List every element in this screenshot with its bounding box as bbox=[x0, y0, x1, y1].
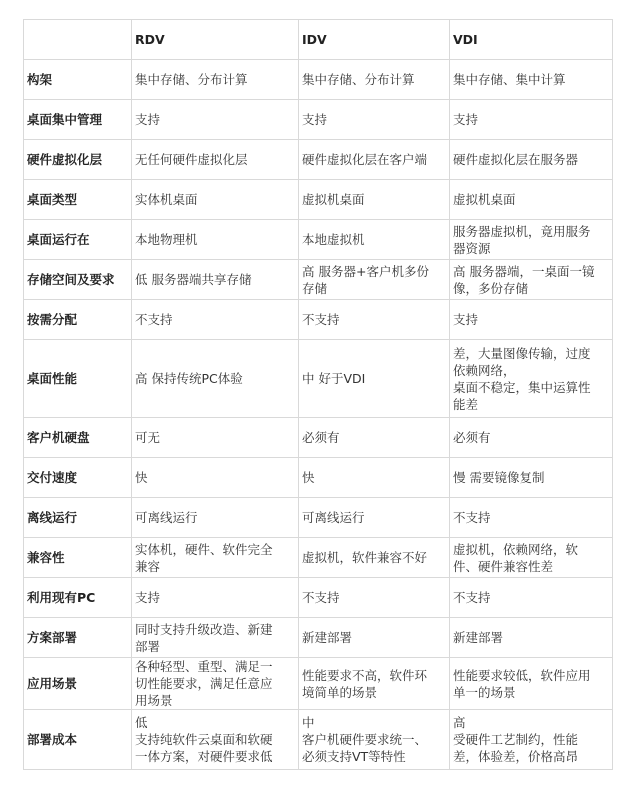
row-label-cell bbox=[24, 578, 132, 618]
cell-text: 虚拟机桌面 bbox=[453, 192, 516, 207]
table-row bbox=[24, 710, 613, 770]
vdi-cell bbox=[450, 220, 613, 260]
table-row bbox=[24, 60, 613, 100]
table-row bbox=[24, 578, 613, 618]
cell-text: 支持 bbox=[453, 112, 479, 127]
idv-cell bbox=[299, 538, 450, 578]
idv-cell bbox=[299, 658, 450, 710]
rdv-cell bbox=[132, 60, 299, 100]
row-label-cell bbox=[24, 180, 132, 220]
row-label-text: 桌面运行在 bbox=[27, 232, 90, 247]
cell-text: 高 保持传统PC体验 bbox=[135, 371, 243, 386]
rdv-cell bbox=[132, 180, 299, 220]
cell-text: 高 受硬件工艺制约，性能 差，体验差，价格高昂 bbox=[453, 715, 579, 764]
comparison-table bbox=[23, 19, 613, 770]
cell-text: 快 bbox=[135, 470, 148, 485]
cell-text: 快 bbox=[302, 470, 315, 485]
header-vdi: VDI bbox=[450, 20, 613, 60]
rdv-cell bbox=[132, 220, 299, 260]
idv-cell bbox=[299, 498, 450, 538]
table-row bbox=[24, 300, 613, 340]
row-label-text: 方案部署 bbox=[27, 630, 78, 645]
rdv-cell bbox=[132, 140, 299, 180]
cell-text: 必须有 bbox=[453, 430, 491, 445]
table-row bbox=[24, 618, 613, 658]
row-label-text: 客户机硬盘 bbox=[27, 430, 90, 445]
row-label-text: 离线运行 bbox=[27, 510, 78, 525]
cell-text: 同时支持升级改造、新建 部署 bbox=[135, 621, 273, 654]
table-row bbox=[24, 100, 613, 140]
table-row bbox=[24, 658, 613, 710]
cell-text: 新建部署 bbox=[302, 630, 353, 645]
cell-text: 低 支持纯软件云桌面和软硬 一体方案，对硬件要求低 bbox=[135, 715, 273, 764]
cell-text: 虚拟机，依赖网络，软 件、硬件兼容性差 bbox=[453, 541, 579, 574]
cell-text: 可无 bbox=[135, 430, 161, 445]
cell-text: 性能要求不高，软件环 境简单的场景 bbox=[302, 667, 428, 700]
row-label-text: 桌面性能 bbox=[27, 371, 78, 386]
idv-cell bbox=[299, 300, 450, 340]
row-label-text: 硬件虚拟化层 bbox=[27, 152, 103, 167]
vdi-cell bbox=[450, 418, 613, 458]
row-label-cell bbox=[24, 458, 132, 498]
rdv-cell bbox=[132, 300, 299, 340]
header-row bbox=[24, 20, 613, 60]
vdi-cell bbox=[450, 710, 613, 770]
rdv-cell bbox=[132, 538, 299, 578]
cell-text: 集中存储、集中计算 bbox=[453, 72, 566, 87]
vdi-cell bbox=[450, 618, 613, 658]
cell-text: 集中存储、分布计算 bbox=[135, 72, 248, 87]
row-label-cell bbox=[24, 418, 132, 458]
cell-text: 本地物理机 bbox=[135, 232, 198, 247]
row-label-text: 部署成本 bbox=[27, 732, 78, 747]
row-label-cell bbox=[24, 140, 132, 180]
cell-text: 中 客户机硬件要求统一、 必须支持VT等特性 bbox=[302, 715, 428, 764]
vdi-cell bbox=[450, 180, 613, 220]
table-row bbox=[24, 340, 613, 418]
cell-text: 各种轻型、重型、满足一 切性能要求，满足任意应 用场景 bbox=[135, 659, 273, 708]
cell-text: 不支持 bbox=[453, 510, 491, 525]
row-label-cell bbox=[24, 340, 132, 418]
rdv-cell bbox=[132, 260, 299, 300]
table-row bbox=[24, 260, 613, 300]
table-row bbox=[24, 180, 613, 220]
header-empty-cell bbox=[24, 20, 132, 60]
vdi-cell bbox=[450, 340, 613, 418]
table-row bbox=[24, 220, 613, 260]
cell-text: 差，大量图像传输，过度 依赖网络， 桌面不稳定，集中运算性 能差 bbox=[453, 345, 591, 412]
cell-text: 慢 需要镜像复制 bbox=[453, 470, 545, 485]
row-label-cell bbox=[24, 100, 132, 140]
vdi-cell bbox=[450, 498, 613, 538]
table-row bbox=[24, 140, 613, 180]
row-label-cell bbox=[24, 260, 132, 300]
cell-text: 集中存储、分布计算 bbox=[302, 72, 415, 87]
idv-cell bbox=[299, 260, 450, 300]
cell-text: 不支持 bbox=[135, 312, 173, 327]
cell-text: 支持 bbox=[135, 112, 161, 127]
rdv-cell bbox=[132, 100, 299, 140]
row-label-text: 按需分配 bbox=[27, 312, 78, 327]
idv-cell bbox=[299, 710, 450, 770]
idv-cell bbox=[299, 618, 450, 658]
row-label-text: 桌面集中管理 bbox=[27, 112, 103, 127]
cell-text: 服务器虚拟机，竟用服务 器资源 bbox=[453, 223, 591, 256]
row-label-text: 桌面类型 bbox=[27, 192, 78, 207]
idv-cell bbox=[299, 220, 450, 260]
cell-text: 实体机桌面 bbox=[135, 192, 198, 207]
table-row bbox=[24, 538, 613, 578]
rdv-cell bbox=[132, 418, 299, 458]
cell-text: 新建部署 bbox=[453, 630, 504, 645]
row-label-cell bbox=[24, 498, 132, 538]
cell-text: 高 服务器+客户机多份 存储 bbox=[302, 263, 429, 296]
idv-cell bbox=[299, 60, 450, 100]
idv-cell bbox=[299, 100, 450, 140]
table-row bbox=[24, 458, 613, 498]
row-label-cell bbox=[24, 618, 132, 658]
cell-text: 可离线运行 bbox=[135, 510, 198, 525]
cell-text: 中 好于VDI bbox=[302, 371, 366, 386]
cell-text: 性能要求较低，软件应用 单一的场景 bbox=[453, 667, 591, 700]
idv-cell bbox=[299, 458, 450, 498]
vdi-cell bbox=[450, 100, 613, 140]
vdi-cell bbox=[450, 300, 613, 340]
cell-text: 不支持 bbox=[302, 312, 340, 327]
rdv-cell bbox=[132, 458, 299, 498]
row-label-cell bbox=[24, 710, 132, 770]
rdv-cell bbox=[132, 340, 299, 418]
cell-text: 本地虚拟机 bbox=[302, 232, 365, 247]
rdv-cell bbox=[132, 498, 299, 538]
vdi-cell bbox=[450, 458, 613, 498]
cell-text: 不支持 bbox=[302, 590, 340, 605]
cell-text: 支持 bbox=[302, 112, 328, 127]
idv-cell bbox=[299, 418, 450, 458]
idv-cell bbox=[299, 578, 450, 618]
row-label-cell bbox=[24, 658, 132, 710]
cell-text: 虚拟机桌面 bbox=[302, 192, 365, 207]
row-label-cell bbox=[24, 538, 132, 578]
row-label-text: 利用现有PC bbox=[27, 590, 96, 605]
row-label-text: 存储空间及要求 bbox=[27, 272, 115, 287]
idv-cell bbox=[299, 340, 450, 418]
cell-text: 硬件虚拟化层在服务器 bbox=[453, 152, 579, 167]
rdv-cell bbox=[132, 658, 299, 710]
cell-text: 支持 bbox=[135, 590, 161, 605]
table-row bbox=[24, 418, 613, 458]
header-rdv: RDV bbox=[132, 20, 299, 60]
cell-text: 必须有 bbox=[302, 430, 340, 445]
rdv-cell bbox=[132, 710, 299, 770]
vdi-cell bbox=[450, 578, 613, 618]
row-label-cell bbox=[24, 300, 132, 340]
cell-text: 高 服务器端，一桌面一镜 像，多份存储 bbox=[453, 263, 595, 296]
idv-cell bbox=[299, 180, 450, 220]
idv-cell bbox=[299, 140, 450, 180]
row-label-text: 应用场景 bbox=[27, 676, 78, 691]
header-idv: IDV bbox=[299, 20, 450, 60]
vdi-cell bbox=[450, 538, 613, 578]
rdv-cell bbox=[132, 618, 299, 658]
row-label-text: 构架 bbox=[27, 72, 53, 87]
cell-text: 支持 bbox=[453, 312, 479, 327]
cell-text: 实体机，硬件、软件完全 兼容 bbox=[135, 541, 273, 574]
row-label-text: 交付速度 bbox=[27, 470, 78, 485]
vdi-cell bbox=[450, 260, 613, 300]
cell-text: 虚拟机，软件兼容不好 bbox=[302, 550, 428, 565]
cell-text: 硬件虚拟化层在客户端 bbox=[302, 152, 428, 167]
row-label-cell bbox=[24, 220, 132, 260]
vdi-cell bbox=[450, 658, 613, 710]
vdi-cell bbox=[450, 60, 613, 100]
cell-text: 无任何硬件虚拟化层 bbox=[135, 152, 248, 167]
table-row bbox=[24, 498, 613, 538]
rdv-cell bbox=[132, 578, 299, 618]
row-label-text: 兼容性 bbox=[27, 550, 65, 565]
row-label-cell bbox=[24, 60, 132, 100]
cell-text: 不支持 bbox=[453, 590, 491, 605]
cell-text: 低 服务器端共享存储 bbox=[135, 272, 252, 287]
vdi-cell bbox=[450, 140, 613, 180]
cell-text: 可离线运行 bbox=[302, 510, 365, 525]
